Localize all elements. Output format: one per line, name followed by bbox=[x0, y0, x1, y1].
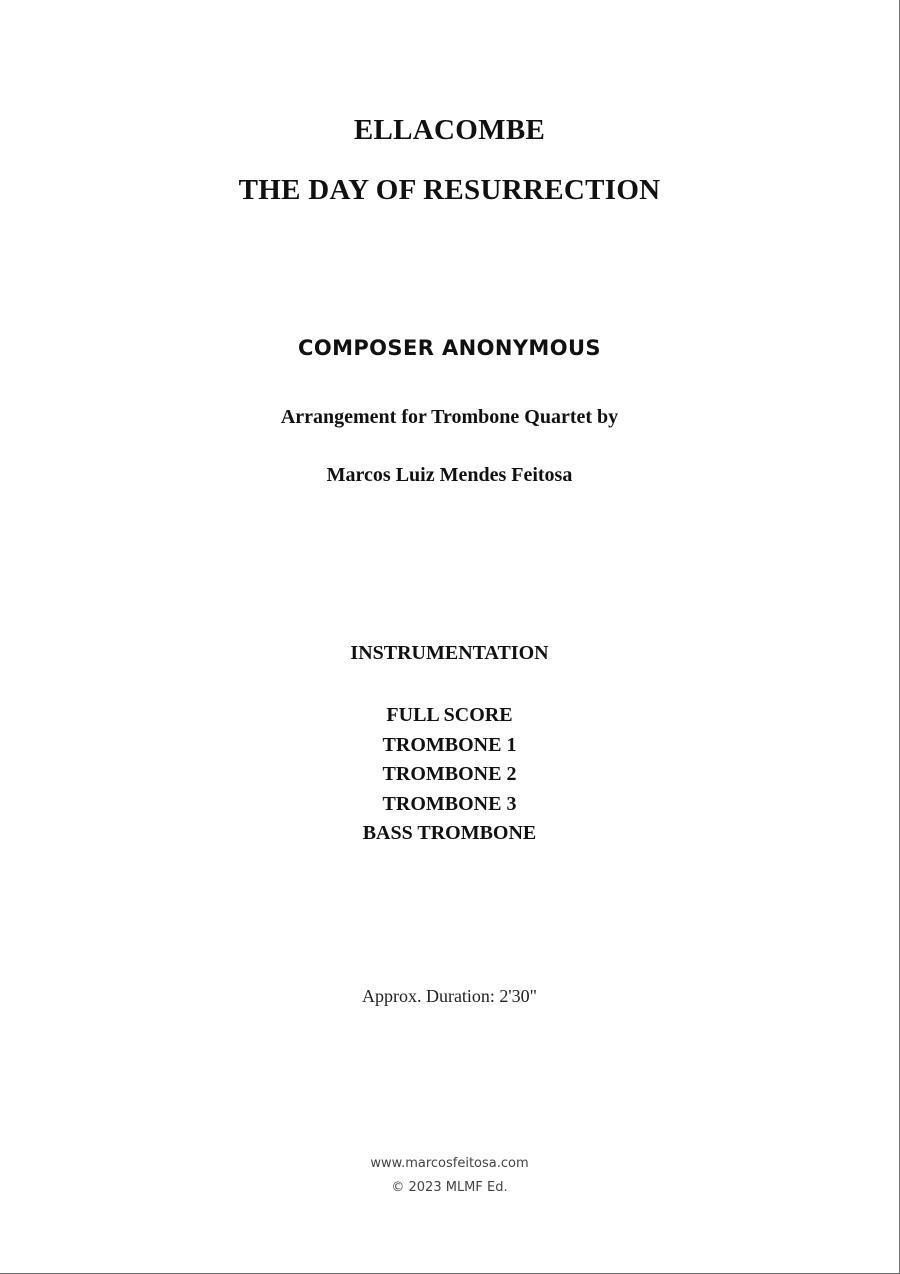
instrumentation-heading: INSTRUMENTATION bbox=[350, 642, 549, 664]
footer-copyright: © 2023 MLMF Ed. bbox=[391, 1180, 508, 1195]
footer-website: www.marcosfeitosa.com bbox=[370, 1156, 529, 1171]
title-line-1: ELLACOMBE bbox=[353, 114, 546, 146]
instrument-trombone-2: TROMBONE 2 bbox=[382, 763, 517, 785]
instrument-trombone-3: TROMBONE 3 bbox=[382, 792, 517, 815]
approx-duration: Approx. Duration: 2'30" bbox=[361, 986, 538, 1006]
instrument-full-score: FULL SCORE bbox=[386, 704, 513, 726]
instrumentation-list bbox=[0, 701, 899, 849]
composer-name: COMPOSER ANONYMOUS bbox=[298, 336, 601, 360]
title-line-2: THE DAY OF RESURRECTION bbox=[238, 174, 661, 206]
arranger-name: Marcos Luiz Mendes Feitosa bbox=[326, 464, 573, 486]
instrument-bass-trombone: BASS TROMBONE bbox=[362, 822, 537, 844]
instrument-trombone-1: TROMBONE 1 bbox=[382, 733, 517, 756]
arrangement-label: Arrangement for Trombone Quartet by bbox=[280, 406, 619, 428]
